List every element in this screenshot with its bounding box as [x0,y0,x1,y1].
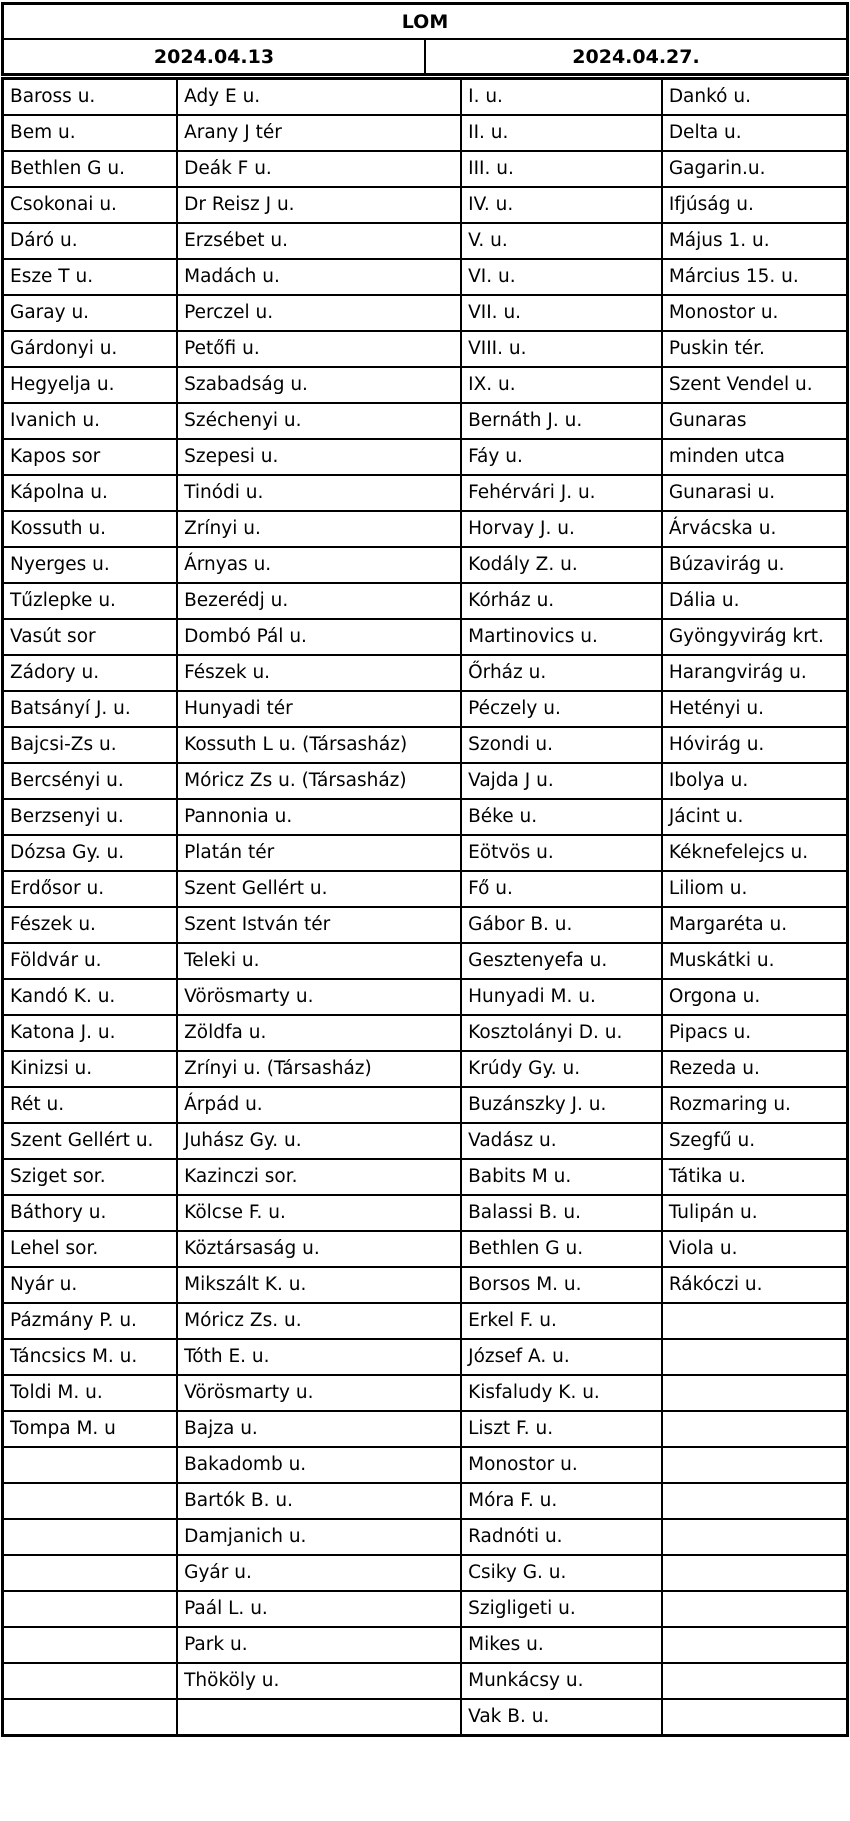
table-row [3,1231,848,1267]
table-row [3,547,848,583]
street-cell: Madách u. [177,259,461,295]
street-cell: Batsányí J. u. [3,691,178,727]
street-cell: Pázmány P. u. [3,1303,178,1339]
street-cell: Liliom u. [662,871,848,907]
street-cell: Csiky G. u. [461,1555,662,1591]
street-cell [662,1591,848,1627]
street-cell: Delta u. [662,115,848,151]
street-cell: Deák F u. [177,151,461,187]
street-cell [662,1375,848,1411]
street-cell [662,1411,848,1447]
street-cell [662,1627,848,1663]
street-cell: Vasút sor [3,619,178,655]
street-cell: Munkácsy u. [461,1663,662,1699]
street-cell: Hegyelja u. [3,367,178,403]
street-cell: Monostor u. [461,1447,662,1483]
street-cell: Mikes u. [461,1627,662,1663]
street-cell: Rozmaring u. [662,1087,848,1123]
street-cell: I. u. [461,79,662,116]
table-row [3,1303,848,1339]
street-cell: IX. u. [461,367,662,403]
table-row [3,1267,848,1303]
street-cell: Árnyas u. [177,547,461,583]
street-cell: Monostor u. [662,295,848,331]
street-cell: Zrínyi u. [177,511,461,547]
table-row [3,655,848,691]
table-row [3,1015,848,1051]
street-cell [662,1447,848,1483]
table-row [3,799,848,835]
street-cell [3,1447,178,1483]
street-cell: Bartók B. u. [177,1483,461,1519]
street-cell: Vadász u. [461,1123,662,1159]
street-cell: Arany J tér [177,115,461,151]
street-cell: Árvácska u. [662,511,848,547]
street-cell: Bethlen G u. [3,151,178,187]
street-cell: Bakadomb u. [177,1447,461,1483]
sheet-title: LOM [3,4,848,40]
table-row [3,1591,848,1627]
street-cell: Platán tér [177,835,461,871]
table-row [3,1159,848,1195]
street-cell [3,1663,178,1699]
street-cell: Balassi B. u. [461,1195,662,1231]
date-row [3,39,848,75]
street-cell: Gárdonyi u. [3,331,178,367]
table-row [3,583,848,619]
street-cell: Hóvirág u. [662,727,848,763]
street-cell: Köztársaság u. [177,1231,461,1267]
street-cell: Zöldfa u. [177,1015,461,1051]
street-cell: Móricz Zs. u. [177,1303,461,1339]
table-row [3,727,848,763]
street-cell: Krúdy Gy. u. [461,1051,662,1087]
street-cell: Babits M u. [461,1159,662,1195]
table-row [3,1375,848,1411]
street-cell: Kisfaludy K. u. [461,1375,662,1411]
street-cell: Puskin tér. [662,331,848,367]
table-row [3,943,848,979]
street-cell: Pannonia u. [177,799,461,835]
street-cell [3,1591,178,1627]
street-cell: Tinódi u. [177,475,461,511]
street-cell: minden utca [662,439,848,475]
street-cell: Hetényi u. [662,691,848,727]
table-row [3,439,848,475]
street-cell: Hunyadi M. u. [461,979,662,1015]
street-cell: Szegfű u. [662,1123,848,1159]
street-cell: V. u. [461,223,662,259]
street-cell: Damjanich u. [177,1519,461,1555]
street-cell: Dankó u. [662,79,848,116]
street-cell: Dr Reisz J u. [177,187,461,223]
street-cell: Bernáth J. u. [461,403,662,439]
street-cell: Bajza u. [177,1411,461,1447]
street-cell: Kápolna u. [3,475,178,511]
street-cell [662,1555,848,1591]
street-cell: Erkel F. u. [461,1303,662,1339]
date-header-2: 2024.04.27. [425,39,848,75]
street-cell: Kossuth L u. (Társasház) [177,727,461,763]
street-cell: Tompa M. u [3,1411,178,1447]
street-cell: Rezeda u. [662,1051,848,1087]
table-row [3,1447,848,1483]
street-cell: Kossuth u. [3,511,178,547]
table-row [3,871,848,907]
street-cell: Táncsics M. u. [3,1339,178,1375]
street-cell: Bem u. [3,115,178,151]
street-cell: Nyerges u. [3,547,178,583]
street-cell: Fő u. [461,871,662,907]
street-cell: Erdősor u. [3,871,178,907]
table-row [3,475,848,511]
street-cell: Szondi u. [461,727,662,763]
header-table [1,2,849,76]
table-row [3,115,848,151]
street-cell: Bethlen G u. [461,1231,662,1267]
table-row [3,691,848,727]
street-cell: Toldi M. u. [3,1375,178,1411]
street-cell: Petőfi u. [177,331,461,367]
street-cell: Fészek u. [3,907,178,943]
table-row [3,79,848,116]
street-cell [177,1699,461,1736]
table-row [3,1663,848,1699]
street-table [1,77,849,1737]
street-cell: József A. u. [461,1339,662,1375]
street-cell: Pipacs u. [662,1015,848,1051]
table-row [3,835,848,871]
street-cell: Harangvirág u. [662,655,848,691]
street-cell: Tulipán u. [662,1195,848,1231]
street-cell: VII. u. [461,295,662,331]
street-cell [3,1519,178,1555]
street-cell: Kandó K. u. [3,979,178,1015]
street-cell: Horvay J. u. [461,511,662,547]
street-cell: Lehel sor. [3,1231,178,1267]
table-row [3,1195,848,1231]
street-cell [3,1555,178,1591]
street-cell: Teleki u. [177,943,461,979]
street-cell: Őrház u. [461,655,662,691]
street-cell: Szigligeti u. [461,1591,662,1627]
street-cell: Berzsenyi u. [3,799,178,835]
table-row [3,1123,848,1159]
table-row [3,331,848,367]
street-cell: Bercsényi u. [3,763,178,799]
street-cell [662,1339,848,1375]
street-cell: Sziget sor. [3,1159,178,1195]
street-cell: Vörösmarty u. [177,979,461,1015]
street-cell: Gyöngyvirág krt. [662,619,848,655]
street-cell [3,1627,178,1663]
table-row [3,763,848,799]
street-cell: Park u. [177,1627,461,1663]
street-cell: Széchenyi u. [177,403,461,439]
street-cell: Katona J. u. [3,1015,178,1051]
street-cell: Kéknefelejcs u. [662,835,848,871]
street-cell: Zádory u. [3,655,178,691]
street-cell: Viola u. [662,1231,848,1267]
title-row [3,4,848,40]
street-cell: Eötvös u. [461,835,662,871]
street-cell: Esze T u. [3,259,178,295]
street-cell: Thököly u. [177,1663,461,1699]
table-row [3,367,848,403]
street-cell: Március 15. u. [662,259,848,295]
street-cell [662,1483,848,1519]
street-cell: Árpád u. [177,1087,461,1123]
date-header-1: 2024.04.13 [3,39,426,75]
street-cell: Vak B. u. [461,1699,662,1736]
table-row [3,403,848,439]
street-cell: Muskátki u. [662,943,848,979]
street-cell: VIII. u. [461,331,662,367]
street-cell: Zrínyi u. (Társasház) [177,1051,461,1087]
street-cell: Béke u. [461,799,662,835]
street-cell: IV. u. [461,187,662,223]
street-cell: Hunyadi tér [177,691,461,727]
street-cell [3,1483,178,1519]
table-row [3,907,848,943]
street-cell: Borsos M. u. [461,1267,662,1303]
street-cell: Kazinczi sor. [177,1159,461,1195]
street-cell: Orgona u. [662,979,848,1015]
table-row [3,295,848,331]
street-cell [3,1699,178,1736]
street-cell: Gunaras [662,403,848,439]
street-cell: Kórház u. [461,583,662,619]
street-cell: Szabadság u. [177,367,461,403]
street-cell: Vörösmarty u. [177,1375,461,1411]
street-cell: Szent Gellért u. [177,871,461,907]
street-cell: Kinizsi u. [3,1051,178,1087]
street-cell: Szepesi u. [177,439,461,475]
street-cell: Martinovics u. [461,619,662,655]
street-cell: Gunarasi u. [662,475,848,511]
street-cell: Mikszált K. u. [177,1267,461,1303]
street-cell: Baross u. [3,79,178,116]
table-row [3,223,848,259]
street-cell: Péczely u. [461,691,662,727]
street-cell: Dózsa Gy. u. [3,835,178,871]
table-row [3,511,848,547]
street-cell: Gagarin.u. [662,151,848,187]
table-row [3,1699,848,1736]
street-cell: Paál L. u. [177,1591,461,1627]
street-cell: Szent Vendel u. [662,367,848,403]
street-cell: VI. u. [461,259,662,295]
street-cell [662,1699,848,1736]
street-cell: Jácint u. [662,799,848,835]
street-cell: Margaréta u. [662,907,848,943]
street-cell: Erzsébet u. [177,223,461,259]
table-row [3,1051,848,1087]
table-row [3,979,848,1015]
street-cell: Gyár u. [177,1555,461,1591]
street-cell [662,1663,848,1699]
table-row [3,187,848,223]
street-cell: Gábor B. u. [461,907,662,943]
street-cell: Nyár u. [3,1267,178,1303]
street-cell: Május 1. u. [662,223,848,259]
table-row [3,1483,848,1519]
table-row [3,1555,848,1591]
street-cell: Tóth E. u. [177,1339,461,1375]
table-row [3,1627,848,1663]
street-cell: Fészek u. [177,655,461,691]
street-cell: Móra F. u. [461,1483,662,1519]
table-row [3,1339,848,1375]
street-cell: Fáy u. [461,439,662,475]
street-cell: Buzánszky J. u. [461,1087,662,1123]
street-cell: Tátika u. [662,1159,848,1195]
street-cell [662,1303,848,1339]
street-cell: Kapos sor [3,439,178,475]
street-cell: Bezerédj u. [177,583,461,619]
street-cell: Kodály Z. u. [461,547,662,583]
street-cell: II. u. [461,115,662,151]
table-row [3,1519,848,1555]
table-row [3,1411,848,1447]
street-cell: Bajcsi-Zs u. [3,727,178,763]
street-cell: Fehérvári J. u. [461,475,662,511]
street-cell: Szent István tér [177,907,461,943]
street-cell: Dáró u. [3,223,178,259]
table-row [3,1087,848,1123]
street-cell: Csokonai u. [3,187,178,223]
table-row [3,619,848,655]
street-cell: Rét u. [3,1087,178,1123]
street-cell: Kosztolányi D. u. [461,1015,662,1051]
street-cell: Ifjúság u. [662,187,848,223]
street-cell: Kölcse F. u. [177,1195,461,1231]
street-cell: Vajda J u. [461,763,662,799]
street-cell: Rákóczi u. [662,1267,848,1303]
street-cell [662,1519,848,1555]
street-cell: Dália u. [662,583,848,619]
table-row [3,151,848,187]
street-cell: Radnóti u. [461,1519,662,1555]
street-cell: Tűzlepke u. [3,583,178,619]
street-cell: Móricz Zs u. (Társasház) [177,763,461,799]
street-cell: Perczel u. [177,295,461,331]
street-cell: Szent Gellért u. [3,1123,178,1159]
street-cell: Juhász Gy. u. [177,1123,461,1159]
street-cell: Ibolya u. [662,763,848,799]
street-cell: Báthory u. [3,1195,178,1231]
street-cell: Liszt F. u. [461,1411,662,1447]
street-cell: Földvár u. [3,943,178,979]
street-cell: Búzavirág u. [662,547,848,583]
street-cell: Dombó Pál u. [177,619,461,655]
street-cell: Ady E u. [177,79,461,116]
street-cell: Garay u. [3,295,178,331]
table-row [3,259,848,295]
street-cell: Gesztenyefa u. [461,943,662,979]
street-cell: Ivanich u. [3,403,178,439]
street-cell: III. u. [461,151,662,187]
